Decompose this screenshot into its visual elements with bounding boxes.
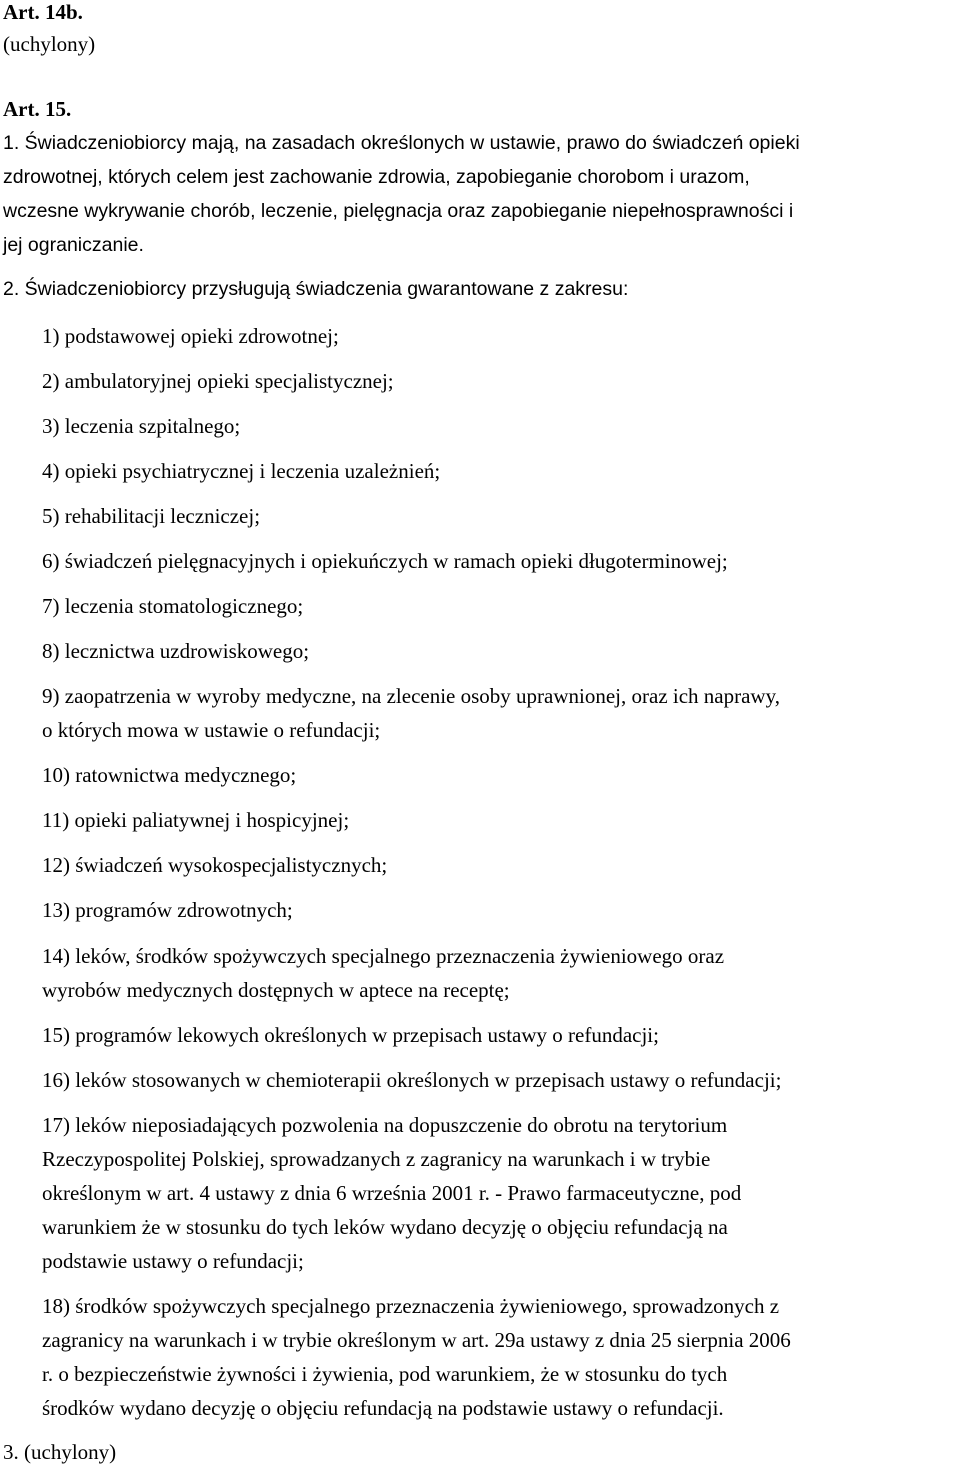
list-item: 18) środków spożywczych specjalnego przeznaczenia żywieniowego, sprowadzonych z xyxy=(42,1294,780,1318)
paragraph-1-line: jej ograniczanie. xyxy=(3,234,144,256)
list-item: 1) podstawowej opieki zdrowotnej; xyxy=(42,324,339,348)
list-item: 2) ambulatoryjnej opieki specjalistycznej; xyxy=(42,369,394,393)
list-item: 10) ratownictwa medycznego; xyxy=(42,763,297,787)
list-item-continuation: określonym w art. 4 ustawy z dnia 6 września 2001 r. - Prawo farmaceutyczne, pod xyxy=(42,1181,742,1205)
list-item: 15) programów lekowych określonych w przepisach ustawy o refundacji; xyxy=(42,1023,659,1047)
list-item: 6) świadczeń pielęgnacyjnych i opiekuńczych w ramach opieki długoterminowej; xyxy=(42,549,728,573)
article-14b-heading: Art. 14b. xyxy=(3,0,83,24)
list-item: 16) leków stosowanych w chemioterapii określonych w przepisach ustawy o refundacji; xyxy=(42,1068,782,1092)
list-item: 3) leczenia szpitalnego; xyxy=(42,414,241,438)
list-item: 9) zaopatrzenia w wyroby medyczne, na zlecenie osoby uprawnionej, oraz ich naprawy, xyxy=(42,684,780,708)
list-item-continuation: podstawie ustawy o refundacji; xyxy=(42,1249,304,1273)
list-item: 12) świadczeń wysokospecjalistycznych; xyxy=(42,853,388,877)
list-item-continuation: wyrobów medycznych dostępnych w aptece na receptę; xyxy=(42,978,510,1002)
list-item: 14) leków, środków spożywczych specjalnego przeznaczenia żywieniowego oraz xyxy=(42,944,725,968)
list-item-continuation: r. o bezpieczeństwie żywności i żywienia, pod warunkiem, że w stosunku do tych xyxy=(42,1362,728,1386)
paragraph-3: 3. (uchylony) xyxy=(3,1440,117,1464)
article-14b-status: (uchylony) xyxy=(3,32,96,56)
list-item: 13) programów zdrowotnych; xyxy=(42,898,293,922)
list-item-continuation: o których mowa w ustawie o refundacji; xyxy=(42,718,381,742)
paragraph-1-line: 1. Świadczeniobiorcy mają, na zasadach określonych w ustawie, prawo do świadczeń opieki xyxy=(3,132,800,154)
list-item: 5) rehabilitacji leczniczej; xyxy=(42,504,261,528)
paragraph-2-intro: 2. Świadczeniobiorcy przysługują świadczenia gwarantowane z zakresu: xyxy=(3,278,629,300)
paragraph-1-line: zdrowotnej, których celem jest zachowanie zdrowia, zapobieganie chorobom i urazom, xyxy=(3,166,750,188)
list-item: 7) leczenia stomatologicznego; xyxy=(42,594,304,618)
list-item-continuation: zagranicy na warunkach i w trybie określonym w art. 29a ustawy z dnia 25 sierpnia 2006 xyxy=(42,1328,791,1352)
list-item-continuation: warunkiem że w stosunku do tych leków wydano decyzję o objęciu refundacją na xyxy=(42,1215,728,1239)
list-item: 8) lecznictwa uzdrowiskowego; xyxy=(42,639,310,663)
list-item-continuation: środków wydano decyzję o objęciu refundacją na podstawie ustawy o refundacji. xyxy=(42,1396,724,1420)
list-item: 4) opieki psychiatrycznej i leczenia uzależnień; xyxy=(42,459,441,483)
list-item-continuation: Rzeczypospolitej Polskiej, sprowadzanych z zagranicy na warunkach i w trybie xyxy=(42,1147,711,1171)
paragraph-1-line: wczesne wykrywanie chorób, leczenie, pielęgnacja oraz zapobieganie niepełnosprawności i xyxy=(3,200,794,222)
list-item: 11) opieki paliatywnej i hospicyjnej; xyxy=(42,808,350,832)
list-item: 17) leków nieposiadających pozwolenia na dopuszczenie do obrotu na terytorium xyxy=(42,1113,728,1137)
article-15-heading: Art. 15. xyxy=(3,97,72,121)
